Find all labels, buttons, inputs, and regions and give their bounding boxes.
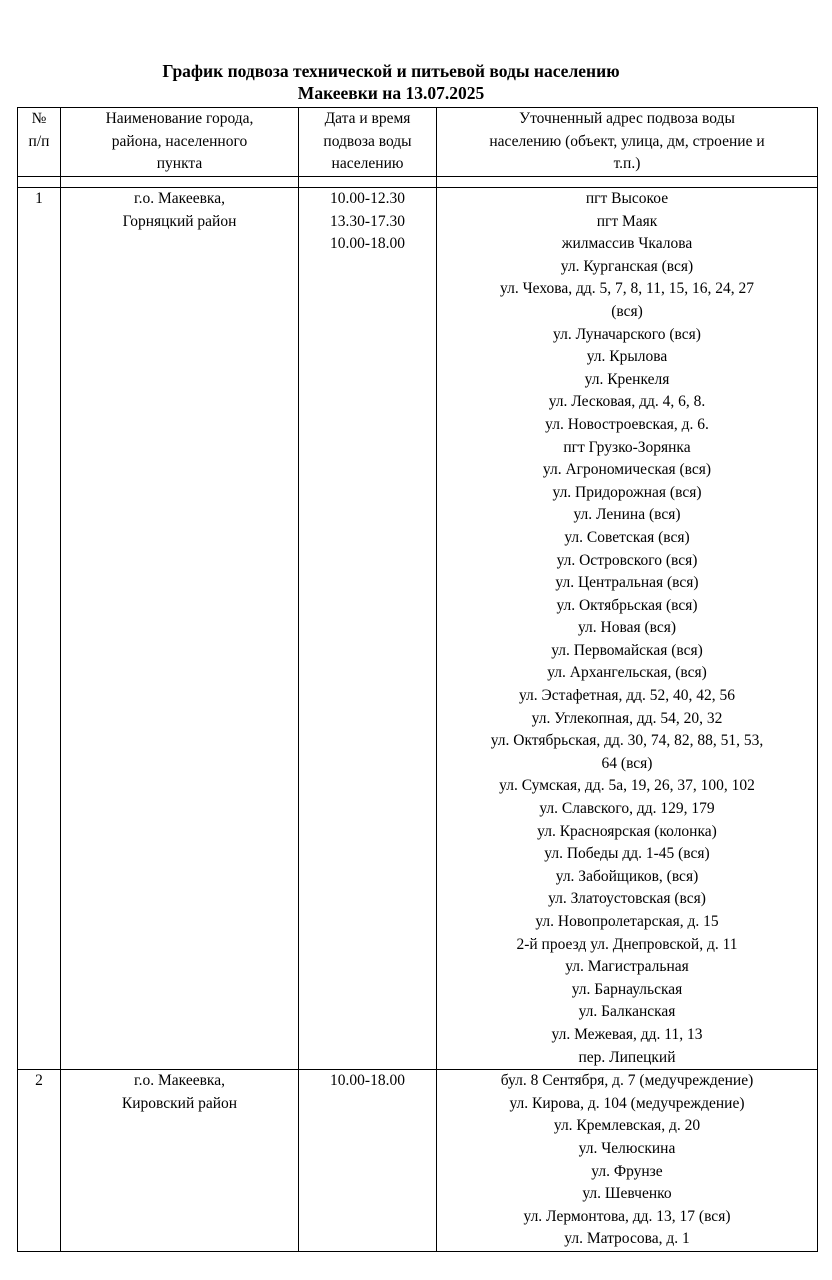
header-text: населению (объект, улица, дм, строение и [489,132,765,150]
address-line: ул. Архангельская, (вся) [547,664,707,682]
address-line: пер. Липецкий [578,1048,676,1066]
document-title [0,60,782,104]
header-text: населению [331,155,404,173]
table-row [18,1070,818,1252]
address-line: ул. Курганская (вся) [560,257,694,275]
address-line: 64 (вся) [601,754,653,772]
address-line: ул. Советская (вся) [564,528,690,546]
address-line: ул. Кренкеля [584,370,670,388]
address-line: ул. Луначарского (вся) [553,325,701,343]
address-line: ул. Ленина (вся) [573,506,681,524]
header-text: т.п.) [613,155,641,173]
time-slot: 13.30-17.30 [330,212,405,230]
header-text: пункта [156,155,203,173]
delivery-times [299,188,437,1070]
header-text: Уточненный адрес подвоза воды [519,110,735,127]
address-line: ул. Межевая, дд. 11, 13 [551,1025,703,1043]
address-line: ул. Эстафетная, дд. 52, 40, 42, 56 [518,687,736,705]
address-line: ул. Лесковая, дд. 4, 6, 8. [548,393,706,411]
address-line: ул. Придорожная (вся) [552,483,702,501]
address-line: ул. Островского (вся) [556,551,698,569]
address-line: ул. Новая (вся) [577,619,677,637]
address-line: ул. Забойщиков, (вся) [555,867,699,885]
address-line: (вся) [611,302,643,320]
title-line-1: График подвоза технической и питьевой воды населению [162,61,620,81]
address-line: ул. Углекопная, дд. 54, 20, 32 [531,709,723,727]
header-address [437,108,818,177]
address-line: ул. Кирова, д. 104 (медучреждение) [509,1094,745,1112]
spacer-cell [61,177,299,188]
header-text: п/п [28,132,50,150]
locality-line: Горняцкий район [122,212,237,230]
address-line: ул. Сумская, дд. 5а, 19, 26, 37, 100, 102 [499,777,755,795]
row-number-text: 2 [35,1072,43,1090]
address-line: ул. Магистральная [565,958,689,976]
address-line: пгт Грузко-Зорянка [563,438,691,456]
address-line: ул. Первомайская (вся) [551,641,703,659]
address-line: ул. Челюскина [578,1139,676,1157]
address-line: ул. Центральная (вся) [555,574,699,592]
time-slot: 10.00-12.30 [330,190,405,207]
address-line: ул. Балканская [578,1003,676,1021]
address-line: ул. Победы дд. 1-45 (вся) [544,845,710,863]
time-slot: 10.00-18.00 [330,1072,405,1090]
delivery-addresses [437,1070,818,1252]
spacer-row [18,177,818,188]
row-number-text: 1 [35,190,43,207]
table-row [18,188,818,1070]
address-line: ул. Барнаульская [571,980,683,998]
time-slot: 10.00-18.00 [330,235,405,253]
locality-name [61,188,299,1070]
locality-line: г.о. Макеевка, [134,190,225,207]
title-line-2: Макеевки на 13.07.2025 [297,83,485,103]
address-line: ул. Красноярская (колонка) [537,822,717,840]
header-text: Дата и время [324,110,411,127]
address-line: ул. Златоустовская (вся) [548,890,706,908]
spacer-cell [299,177,437,188]
header-delivery-time [299,108,437,177]
delivery-addresses [437,188,818,1070]
header-text: № [31,110,47,127]
address-line: ул. Кремлевская, д. 20 [553,1117,701,1135]
header-number [18,108,61,177]
water-delivery-schedule-table [17,107,818,1252]
address-line: ул. Лермонтова, дд. 13, 17 (вся) [523,1207,731,1225]
address-line: ул. Агрономическая (вся) [542,461,712,479]
row-number [18,1070,61,1252]
delivery-times [299,1070,437,1252]
address-line: пгт Маяк [596,212,658,230]
address-line: ул. Чехова, дд. 5, 7, 8, 11, 15, 16, 24, 27 [500,280,754,298]
table-body [18,108,818,1252]
address-line: бул. 8 Сентября, д. 7 (медучреждение) [500,1072,754,1090]
spacer-cell [18,177,61,188]
locality-line: Кировский район [121,1094,238,1112]
address-line: ул. Шевченко [582,1185,672,1203]
address-line: ул. Октябрьская (вся) [556,596,698,614]
header-text: района, населенного [111,132,248,150]
locality-name [61,1070,299,1252]
address-line: ул. Славского, дд. 129, 179 [539,800,715,818]
row-number [18,188,61,1070]
spacer-cell [437,177,818,188]
header-locality [61,108,299,177]
address-line: ул. Фрунзе [591,1162,663,1180]
address-line: пгт Высокое [585,190,669,207]
address-line: ул. Матросова, д. 1 [564,1230,690,1248]
header-text: подвоза воды [323,132,412,150]
address-line: ул. Октябрьская, дд. 30, 74, 82, 88, 51, 53, [490,732,764,750]
address-line: ул. Новопролетарская, д. 15 [535,913,719,930]
address-line: жилмассив Чкалова [561,235,693,253]
address-line: ул. Новостроевская, д. 6. [545,415,709,433]
address-line: ул. Крылова [586,348,668,366]
locality-line: г.о. Макеевка, [134,1072,225,1090]
header-row [18,108,818,177]
header-text: Наименование города, [105,110,254,127]
address-line: 2-й проезд ул. Днепровской, д. 11 [516,935,738,953]
